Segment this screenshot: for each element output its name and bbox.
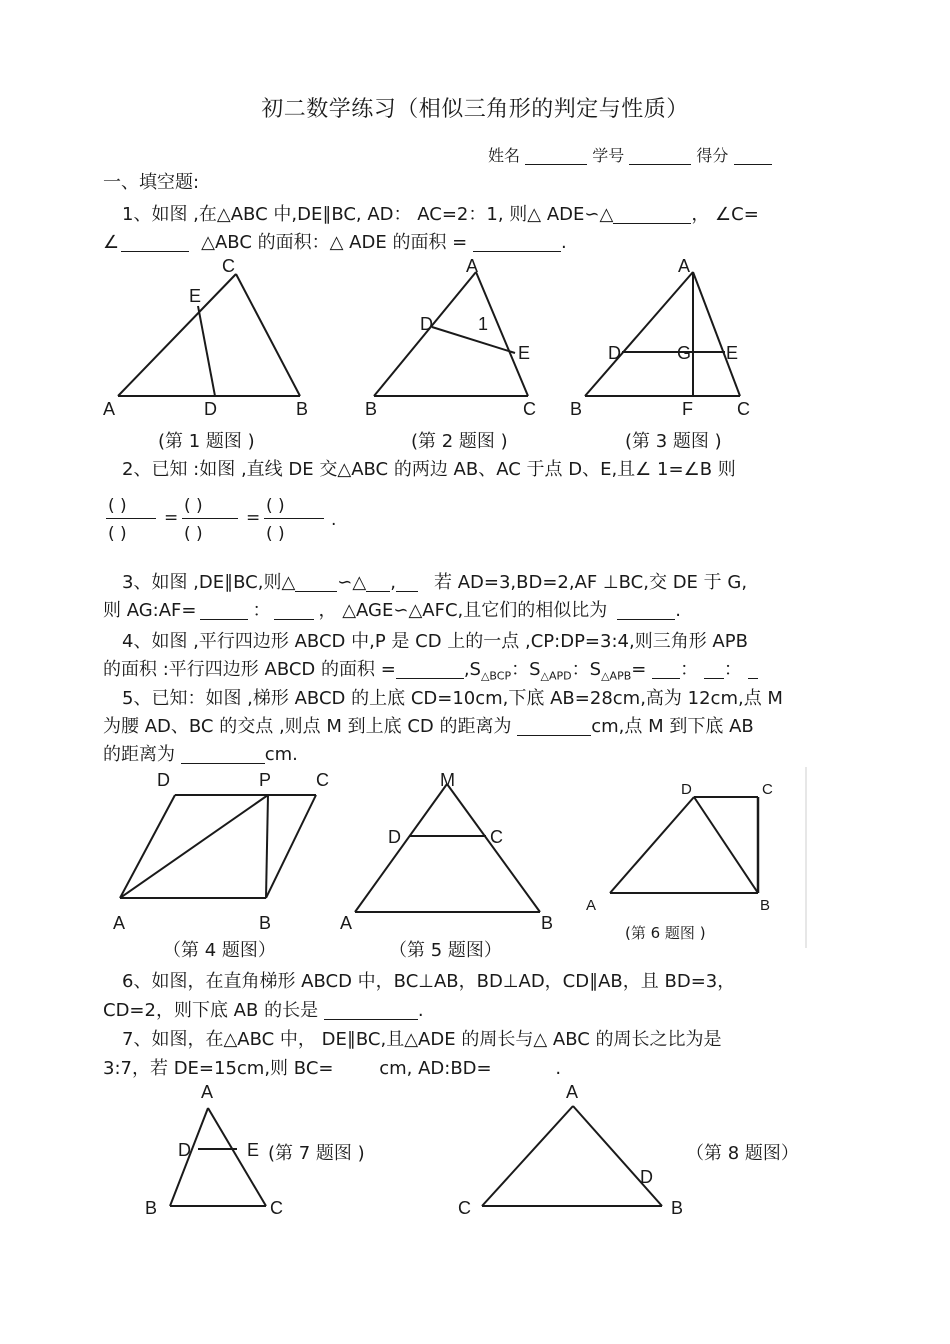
q5-blank-1 [517, 717, 591, 736]
caption-figure-5: （第 5 题图） [389, 940, 502, 961]
q4-text-e: = [631, 659, 647, 680]
figure-3-triangle [585, 272, 740, 396]
q1-text-e: . [561, 232, 567, 253]
fig8-label-c: C [458, 1198, 471, 1218]
question-4-line-1: 4、如图 ,平行四边形 ABCD 中,P 是 CD 上的一点 ,CP:DP=3:4,则三角形 APB [122, 631, 748, 652]
q4-blank-4 [748, 660, 758, 679]
fig5-label-d: D [388, 827, 401, 847]
caption-figure-3: (第 3 题图 ) [625, 431, 722, 452]
fig8-label-a: A [566, 1082, 579, 1102]
fig6-label-c: C [762, 781, 773, 798]
q5-blank-2 [181, 745, 265, 764]
fig1-label-c: C [222, 256, 235, 276]
q2-fraction-bar-2 [182, 518, 238, 519]
fig5-label-c: C [490, 827, 503, 847]
fig4-label-c: C [316, 770, 329, 790]
fig5-label-b: B [541, 913, 554, 933]
fig4-label-a: A [113, 913, 126, 933]
fig3-label-c: C [737, 399, 750, 419]
q4-blank-1 [396, 660, 464, 679]
q4-blank-2 [652, 660, 680, 679]
q2-paren-num-1: ( ) [108, 496, 127, 516]
q3-blank-3 [396, 573, 418, 592]
question-6-line-2 [103, 996, 424, 1022]
q2-equals-2: = [246, 508, 261, 528]
q2-paren-num-3: ( ) [266, 496, 285, 516]
q4-text-c: ：S [511, 659, 541, 680]
q5-text-c: 的距离为 [103, 744, 175, 765]
fig2-label-1: 1 [478, 314, 489, 334]
question-5-line-3 [103, 740, 298, 766]
q2-fraction-bar-3 [264, 518, 324, 519]
fig7-label-d: D [178, 1140, 191, 1160]
fig6-label-a: A [586, 897, 597, 914]
q3-text-c: , [390, 572, 396, 593]
q3-text-f: ： [252, 600, 271, 621]
fig4-label-b: B [259, 913, 272, 933]
q4-sub-apd: △APD [540, 669, 572, 683]
fig7-label-b: B [145, 1198, 158, 1218]
question-3-line-1 [122, 568, 747, 594]
figure-4-parallelogram [120, 795, 316, 898]
q3-text-g: ， △AGE∽△AFC,且它们的相似比为 [318, 600, 608, 621]
q4-blank-3 [704, 660, 724, 679]
score-label: 得分 [696, 146, 729, 165]
question-5-line-2 [103, 712, 754, 738]
fig3-label-f: F [682, 399, 693, 419]
figure-8-triangle [482, 1106, 662, 1206]
q3-text-b: ∽△ [337, 572, 367, 593]
q4-colon-2: ： [723, 659, 742, 680]
q7-text-c: . [555, 1058, 562, 1079]
fig2-label-c: C [523, 399, 536, 419]
q3-blank-4 [200, 601, 248, 620]
q4-text-d: ：S [571, 659, 602, 680]
fig2-label-a: A [466, 256, 479, 276]
q3-blank-2 [366, 573, 390, 592]
q2-fraction-bar-1 [106, 518, 156, 519]
q4-text-a: 的面积 :平行四边形 ABCD 的面积 = [103, 659, 396, 680]
figure-2-triangle [374, 272, 531, 396]
q4-text-b: ,S [463, 659, 481, 680]
fig2-label-b: B [365, 399, 378, 419]
fig1-label-e: E [189, 286, 202, 306]
fig8-label-d: D [640, 1167, 653, 1187]
q4-sub-bcp: △BCP [480, 669, 512, 683]
fig6-label-b: B [760, 897, 771, 914]
caption-figure-2: (第 2 题图 ) [411, 431, 508, 452]
q1-text-d: △ABC 的面积：△ ADE 的面积 = [201, 232, 468, 253]
fig3-label-a: A [678, 256, 691, 276]
q1-text-b: ， ∠C= [691, 204, 759, 225]
question-2-line-1: 2、已知 :如图 ,直线 DE 交△ABC 的两边 AB、AC 于点 D、E,且∠ 1=∠B 则 [122, 459, 736, 480]
q6-text-b: . [417, 1000, 424, 1021]
caption-figure-6: (第 6 题图 ) [625, 924, 706, 942]
fig2-label-e: E [518, 343, 531, 363]
q1-text-c: ∠ [103, 232, 120, 253]
q2-paren-den-2: ( ) [184, 524, 203, 544]
q3-text-e: 则 AG:AF= [103, 600, 197, 621]
fig5-label-m: M [440, 770, 455, 790]
q3-blank-1 [295, 573, 337, 592]
q2-period: . [331, 510, 337, 530]
question-3-line-2 [103, 596, 681, 622]
fig1-label-b: B [296, 399, 309, 419]
fig7-label-e: E [247, 1140, 260, 1160]
q2-paren-den-1: ( ) [108, 524, 127, 544]
caption-figure-4: （第 4 题图） [163, 940, 276, 961]
figure-5-triangle [355, 784, 540, 912]
q7-text-a: 3:7，若 DE=15cm,则 BC= [103, 1058, 334, 1079]
caption-figure-1: (第 1 题图 ) [158, 431, 255, 452]
q7-text-b: cm, AD:BD= [379, 1058, 492, 1079]
fig7-label-c: C [270, 1198, 283, 1218]
q6-blank-1 [324, 1001, 418, 1020]
figure-1-triangle [118, 274, 300, 396]
section-heading: 一、填空题: [103, 172, 200, 193]
question-7-line-1: 7、如图，在△ABC 中， DE∥BC,且△ADE 的周长与△ ABC 的周长之比为是 [122, 1029, 722, 1050]
fig2-label-d: D [420, 314, 433, 334]
q3-text-d: 若 AD=3,BD=2,AF ⊥BC,交 DE 于 G, [433, 572, 748, 593]
fig3-label-g: G [677, 343, 692, 363]
fig3-label-e: E [726, 343, 739, 363]
q2-paren-den-3: ( ) [266, 524, 285, 544]
fig1-label-a: A [103, 399, 116, 419]
question-4-line-2 [103, 655, 758, 683]
q5-text-d: cm. [264, 744, 298, 765]
caption-figure-8: （第 8 题图） [686, 1143, 799, 1164]
fig8-label-b: B [671, 1198, 684, 1218]
fig5-label-a: A [340, 913, 353, 933]
q4-sub-apb: △APB [601, 669, 632, 683]
name-label: 姓名 [488, 146, 521, 165]
q3-text-a: 3、如图 ,DE∥BC,则△ [122, 572, 296, 593]
question-7-line-2 [103, 1054, 561, 1080]
question-5-line-1: 5、已知：如图 ,梯形 ABCD 的上底 CD=10cm,下底 AB=28cm,高为 12cm,点 M [122, 688, 783, 709]
q2-equals-1: = [164, 508, 179, 528]
q6-text-a: CD=2，则下底 AB 的长是 [103, 1000, 319, 1021]
question-6-line-1: 6、如图，在直角梯形 ABCD 中，BC⊥AB，BD⊥AD，CD∥AB，且 BD=3， [122, 971, 736, 992]
fig3-label-d: D [608, 343, 621, 363]
q3-blank-6 [617, 601, 675, 620]
fig4-label-d: D [157, 770, 170, 790]
id-label: 学号 [592, 146, 625, 165]
fig7-label-a: A [201, 1082, 214, 1102]
q3-blank-5 [274, 601, 314, 620]
q3-text-h: . [675, 600, 681, 621]
q5-text-b: cm,点 M 到下底 AB [591, 716, 754, 737]
fig1-label-d: D [204, 399, 217, 419]
fig3-label-b: B [570, 399, 583, 419]
q2-paren-num-2: ( ) [184, 496, 203, 516]
fig4-label-p: P [259, 770, 272, 790]
page-title: 初二数学练习（相似三角形的判定与性质） [261, 97, 689, 122]
caption-figure-7: (第 7 题图 ) [268, 1143, 365, 1164]
fig6-label-d: D [681, 781, 692, 798]
q4-colon-1: ： [680, 659, 699, 680]
q5-text-a: 为腰 AD、BC 的交点 ,则点 M 到上底 CD 的距离为 [103, 716, 512, 737]
q1-text-a: 1、如图 ,在△ABC 中,DE∥BC, AD： AC=2：1, 则△ ADE∽△ [122, 204, 614, 225]
figure-6-trapezoid [610, 797, 758, 893]
